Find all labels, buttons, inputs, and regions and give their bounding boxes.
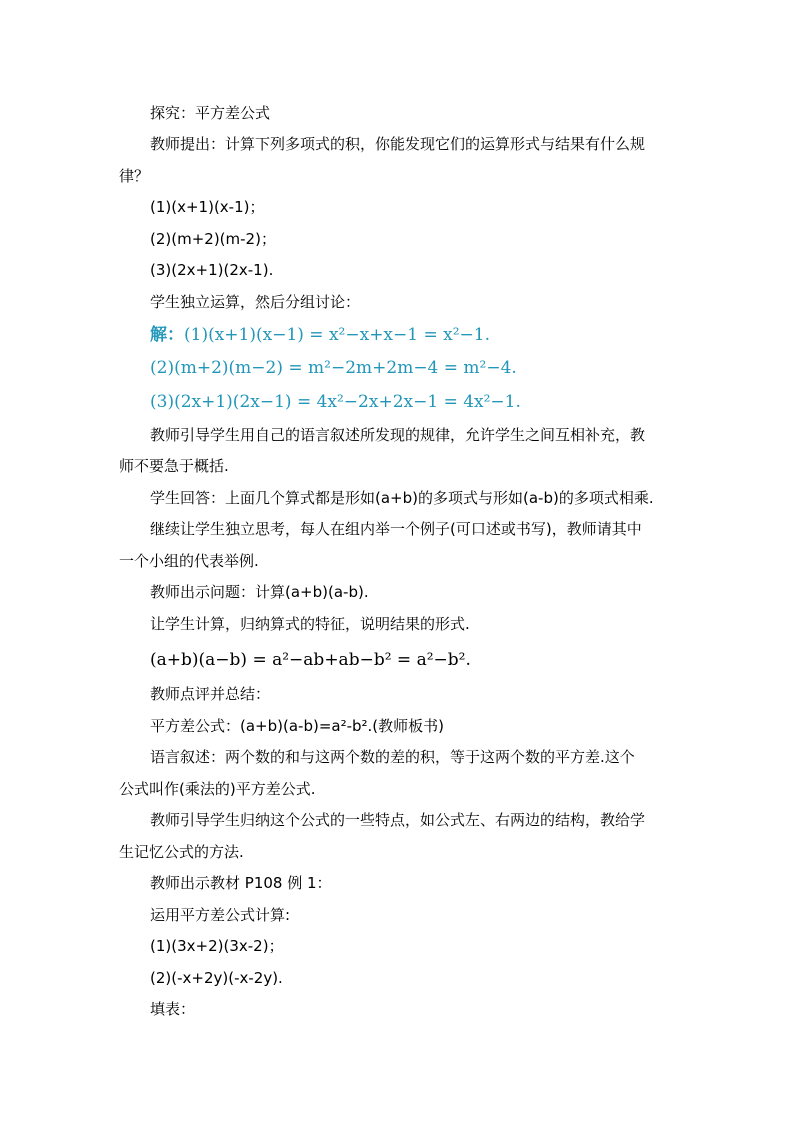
features-paragraph-line2: 生记忆公式的方法. xyxy=(119,843,244,861)
textbook-example: 教师出示教材 P108 例 1： xyxy=(150,874,332,892)
let-students-line: 让学生计算，归纳算式的特征，说明结果的形式. xyxy=(150,615,470,633)
continue-paragraph-line1: 继续让学生独立思考，每人在组内举一个例子(可口述或书写)，教师请其中 xyxy=(150,520,642,538)
teacher-prompt-line1: 教师提出：计算下列多项式的积，你能发现它们的运算形式与结果有什么规 xyxy=(150,135,646,153)
guide-paragraph-line2: 师不要急于概括. xyxy=(119,457,229,475)
solution-line-2: (2)(m+2)(m−2) = m²−2m+2m−4 = m²−4. xyxy=(150,358,517,378)
continue-paragraph-line2: 一个小组的代表举例. xyxy=(119,552,259,570)
general-formula: (a+b)(a−b) = a²−ab+ab−b² = a²−b². xyxy=(150,650,471,670)
example-1: (1)(3x+2)(3x-2)； xyxy=(150,937,284,955)
features-paragraph-line1: 教师引导学生归纳这个公式的一些特点，如公式左、右两边的结构，教给学 xyxy=(150,811,646,829)
guide-paragraph-line1: 教师引导学生用自己的语言叙述所发现的规律，允许学生之间互相补充，教 xyxy=(150,426,646,444)
teacher-question: 教师出示问题：计算(a+b)(a-b). xyxy=(150,583,369,601)
student-task: 学生独立运算，然后分组讨论： xyxy=(150,293,361,311)
verbal-paragraph-line2: 公式叫作(乘法的)平方差公式. xyxy=(119,780,316,798)
exercise-1: (1)(x+1)(x-1)； xyxy=(150,198,265,216)
solution-line-1 xyxy=(150,323,490,347)
apply-formula: 运用平方差公式计算: xyxy=(150,906,291,924)
fill-table-label: 填表： xyxy=(150,1000,196,1018)
section-heading: 探究：平方差公式 xyxy=(150,104,271,122)
exercise-3: (3)(2x+1)(2x-1). xyxy=(150,261,274,279)
teacher-prompt-line2: 律？ xyxy=(119,167,150,185)
solution-line-3: (3)(2x+1)(2x−1) = 4x²−2x+2x−1 = 4x²−1. xyxy=(150,392,521,412)
student-answer: 学生回答：上面几个算式都是形如(a+b)的多项式与形如(a-b)的多项式相乘. xyxy=(150,489,654,507)
solution-label: 解： xyxy=(150,325,184,345)
example-2: (2)(-x+2y)(-x-2y). xyxy=(150,969,283,987)
formula-statement: 平方差公式：(a+b)(a-b)=a²-b².(教师板书) xyxy=(150,717,445,735)
exercise-2: (2)(m+2)(m-2)； xyxy=(150,230,276,248)
solution-expression-1: (1)(x+1)(x−1) = x²−x+x−1 = x²−1. xyxy=(184,325,490,345)
teacher-summary: 教师点评并总结： xyxy=(150,685,271,703)
verbal-paragraph-line1: 语言叙述：两个数的和与这两个数的差的积，等于这两个数的平方差.这个 xyxy=(150,748,635,766)
